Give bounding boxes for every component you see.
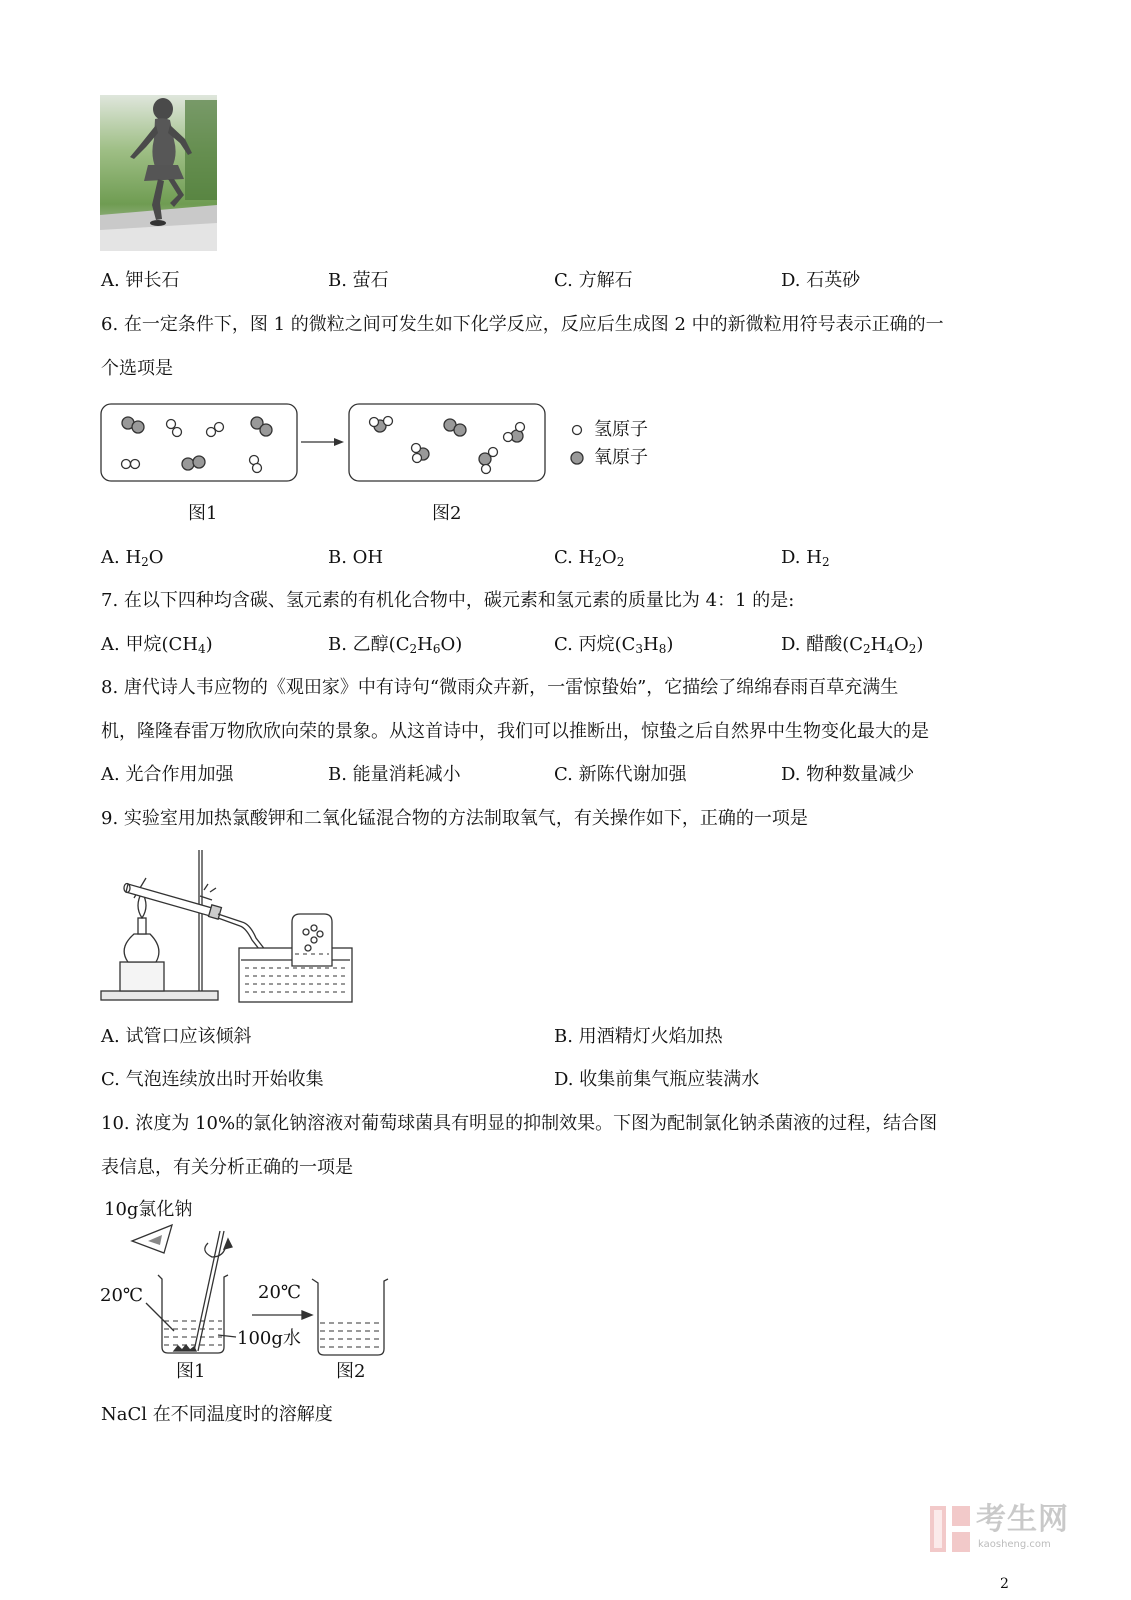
q7-option-c[interactable]: C. 丙烷$(C_3H_8)$ <box>554 634 674 656</box>
watermark-url: kaosheng.com <box>978 1539 1051 1550</box>
q5-option-d[interactable]: D. 石英砂 <box>781 270 861 291</box>
q9-option-a[interactable]: A. 试管口应该倾斜 <box>101 1026 252 1047</box>
temp-arrow-label: 20℃ <box>258 1282 302 1303</box>
q6-option-d[interactable]: D. $H_2$ <box>781 547 830 569</box>
q6-particle-diagram <box>100 402 660 484</box>
temp-left-label: 20℃ <box>100 1285 144 1306</box>
q7-option-d[interactable]: D. 醋酸$(C_2H_4O_2)$ <box>781 634 924 656</box>
watermark-icon <box>928 1504 972 1554</box>
q9-option-d[interactable]: D. 收集前集气瓶应装满水 <box>554 1069 760 1090</box>
q8-stem-line2: 机，隆隆春雷万物欣欣向荣的景象。从这首诗中，我们可以推断出，惊蛰之后自然界中生物变化最大的是 <box>101 721 929 742</box>
q6-stem-line1: 6. 在一定条件下，图 1 的微粒之间可发生如下化学反应，反应后生成图 2 中的新微粒用符号表示正确的一 <box>101 314 944 335</box>
q10-fig2-caption: 图2 <box>336 1361 366 1382</box>
legend-oxygen-label: 氧原子 <box>594 447 648 468</box>
q9-stem: 9. 实验室用加热氯酸钾和二氧化锰混合物的方法制取氧气，有关操作如下，正确的一项是 <box>101 808 808 829</box>
q8-option-a[interactable]: A. 光合作用加强 <box>101 764 234 785</box>
legend-hydrogen-label: 氢原子 <box>594 419 648 440</box>
q9-option-c[interactable]: C. 气泡连续放出时开始收集 <box>101 1069 324 1090</box>
q7-option-a[interactable]: A. 甲烷$(CH_4)$ <box>101 634 213 656</box>
page-number: 2 <box>1000 1576 1009 1592</box>
q5-option-b[interactable]: B. 萤石 <box>328 270 389 291</box>
watermark-logo <box>928 1502 1088 1558</box>
q6-option-c[interactable]: C. $H_2O_2$ <box>554 547 625 569</box>
q10-stem-line2: 表信息，有关分析正确的一项是 <box>101 1157 353 1178</box>
q5-option-c[interactable]: C. 方解石 <box>554 270 633 291</box>
q8-stem-line1: 8. 唐代诗人韦应物的《观田家》中有诗句“微雨众卉新，一雷惊蛰始”，它描绘了绵绵春雨百草充满生 <box>101 677 899 698</box>
q6-option-a[interactable]: A. $H_2O$ <box>101 547 164 569</box>
nacl-solution-diagram <box>100 1195 390 1385</box>
water-label: 100g水 <box>237 1328 301 1349</box>
watermark-text: 考生网 <box>976 1502 1069 1537</box>
q6-fig2-caption: 图2 <box>432 503 462 524</box>
salt-label: 10g氯化钠 <box>104 1199 193 1220</box>
q10-fig1-caption: 图1 <box>176 1361 206 1382</box>
q5-option-a[interactable]: A. 钾长石 <box>101 270 180 291</box>
q6-stem-line2: 个选项是 <box>101 358 173 379</box>
oxygen-apparatus-diagram <box>100 848 355 1006</box>
q9-option-b[interactable]: B. 用酒精灯火焰加热 <box>554 1026 723 1047</box>
q8-option-b[interactable]: B. 能量消耗减小 <box>328 764 461 785</box>
q6-fig1-caption: 图1 <box>188 503 218 524</box>
q8-option-d[interactable]: D. 物种数量减少 <box>781 764 915 785</box>
q7-option-b[interactable]: B. 乙醇$(C_2H_6O)$ <box>328 634 463 656</box>
q10-stem-line1: 10. 浓度为 10%的氯化钠溶液对葡萄球菌具有明显的抑制效果。下图为配制氯化钠杀菌液的过程，结合图 <box>101 1113 938 1134</box>
statue-photo <box>100 95 217 251</box>
q7-stem: 7. 在以下四种均含碳、氢元素的有机化合物中，碳元素和氢元素的质量比为 4：1 的是: <box>101 590 795 611</box>
solubility-table-title: NaCl 在不同温度时的溶解度 <box>101 1404 333 1425</box>
q6-option-b[interactable]: B. OH <box>328 547 384 568</box>
q8-option-c[interactable]: C. 新陈代谢加强 <box>554 764 687 785</box>
